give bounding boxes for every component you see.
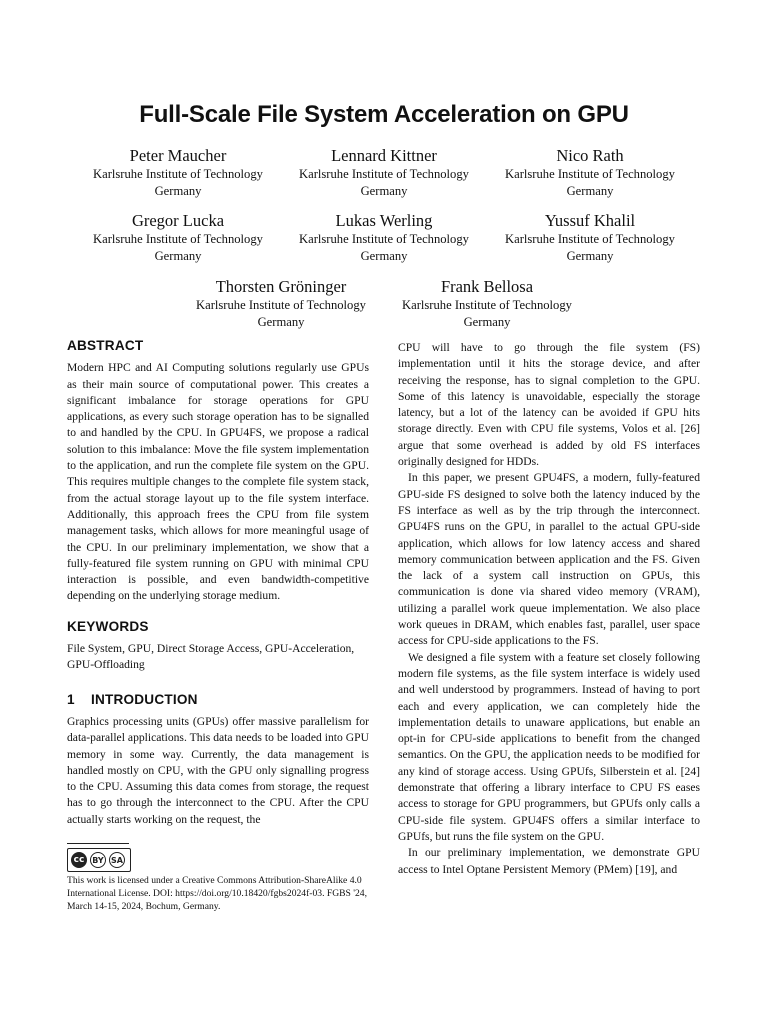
author-affiliation: Karlsruhe Institute of Technology — [505, 167, 675, 181]
left-column — [67, 338, 369, 828]
author-country: Germany — [360, 183, 408, 198]
right-column — [398, 340, 700, 878]
author-country: Germany — [360, 248, 408, 263]
author-country: Germany — [566, 248, 614, 263]
author-affiliation: Karlsruhe Institute of Technology — [402, 298, 572, 312]
author-name: Thorsten Gröninger — [215, 277, 347, 296]
author-block — [485, 146, 695, 199]
author-name: Lukas Werling — [335, 211, 433, 230]
license-footnote: This work is licensed under a Creative Commons Attribution-ShareAlike 4.0 International License. DOI: https://doi.org/10.18420/fgbs2024f-03. FGBS '24, March 14-15, 2024, Bochum, Germany. — [67, 875, 367, 913]
author-block — [279, 211, 489, 264]
author-name: Lennard Kittner — [331, 146, 437, 165]
keywords-heading: KEYWORDS — [67, 618, 149, 634]
author-country: Germany — [566, 183, 614, 198]
author-affiliation: Karlsruhe Institute of Technology — [196, 298, 366, 312]
section-heading — [67, 692, 369, 708]
author-block — [176, 277, 386, 330]
author-name: Peter Maucher — [129, 146, 227, 165]
author-name: Frank Bellosa — [440, 277, 534, 296]
keywords-text: File System, GPU, Direct Storage Access, GPU-Acceleration, GPU-Offloading — [67, 642, 355, 672]
author-name: Nico Rath — [556, 146, 624, 165]
body-paragraph: CPU will have to go through the file system (FS) implementation until it hits the storage device, and after receiving the response, has to signal completion to the GPU. Some of this latency is unavoidable, especially the storage latency, but a lot of the latency can be avoided if GPU hits storage directly. Even with CPU file systems, Volos et al. [26] argue that some overhead is added by old FS interfaces originally designed for HDDs. — [398, 341, 700, 469]
author-country: Germany — [154, 183, 202, 198]
body-paragraph: We designed a file system with a feature set closely following modern file systems, as the file system interface is widely used and well understood by programmers. Instead of having to port each and every application, we can completely hide the implementation details to unaware applications, but enable an opt-in for CPU-side applications to benefit from the changed semantics. On the GPU, the application needs to be modified for any kind of storage access. Using GPUfs, Silberstein et al. [24] demonstrate that offering a library interface to CPU FS eases access to storage for GPU programmers, but GPUfs only calls a CPU-side file system. GPU4FS offers a similar interface to GPUfs, but runs the file system on the GPU. — [398, 650, 700, 843]
author-block — [73, 211, 283, 264]
author-affiliation: Karlsruhe Institute of Technology — [93, 232, 263, 246]
author-country: Germany — [154, 248, 202, 263]
abstract-text: Modern HPC and AI Computing solutions regularly use GPUs as their main source of computational power. This creates a significant imbalance for storage operations for GPU applications, as every such storage operation has to be signalled to and handled by the CPU. In GPU4FS, we propose a radical solution to this imbalance: Move the file system implementation to the application, and run the complete file system on the GPU. This requires multiple changes to the complete file system stack, from the actual storage layout up to the file system interface. Additionally, this approach frees the CPU from file system management tasks, which allows for more meaningful usage of the CPU. In our preliminary implementation, we show that a fully-featured file system running on GPU with minimal CPU interaction is possible, and even bandwidth-competitive depending on the underlying storage medium. — [67, 361, 369, 603]
section-number: 1 — [67, 691, 75, 707]
body-paragraph: In this paper, we present GPU4FS, a modern, fully-featured GPU-side FS designed to solve both the latency induced by the FS interface as well as by the trip through the interconnect. GPU4FS runs on the GPU, in parallel to the actual GPU-side application, which allows for low latency access and shared memory communication between application and the FS. Given the lack of a system call instruction on GPUs, this communication is done via shared video memory (VRAM), utilizing a parallel work queue implementation. We also place work queues in DRAM, which enables fast, parallel, user space access for CPU-side applications to the FS. — [398, 471, 700, 648]
author-block — [73, 146, 283, 199]
author-affiliation: Karlsruhe Institute of Technology — [505, 232, 675, 246]
author-name: Gregor Lucka — [131, 211, 225, 230]
body-paragraph: In our preliminary implementation, we demonstrate GPU access to Intel Optane Persistent Memory (PMem) [19], and — [398, 846, 700, 876]
section-title: INTRODUCTION — [91, 691, 198, 707]
author-block — [279, 146, 489, 199]
footnote-rule — [67, 843, 129, 844]
author-block — [382, 277, 592, 330]
intro-paragraph: Graphics processing units (GPUs) offer massive parallelism for data-parallel applications. This data needs to be loaded into GPU memory in some way. Currently, the data management is handled mostly on CPU, with the GPU only signalling progress to the CPU. Assuming this data comes from storage, the request has to go through the interconnect to the CPU. After the CPU actually starts working on the request, the — [67, 714, 369, 826]
sa-icon: SA — [109, 852, 125, 868]
by-icon: BY — [90, 852, 106, 868]
author-affiliation: Karlsruhe Institute of Technology — [299, 232, 469, 246]
author-country: Germany — [257, 314, 305, 329]
paper-title: Full-Scale File System Acceleration on GPU — [139, 101, 629, 128]
cc-icon: cc — [71, 852, 87, 868]
author-block — [485, 211, 695, 264]
abstract-heading: ABSTRACT — [67, 338, 144, 353]
cc-license-badge — [67, 848, 131, 872]
author-affiliation: Karlsruhe Institute of Technology — [299, 167, 469, 181]
author-affiliation: Karlsruhe Institute of Technology — [93, 167, 263, 181]
author-country: Germany — [463, 314, 511, 329]
author-name: Yussuf Khalil — [544, 211, 636, 230]
